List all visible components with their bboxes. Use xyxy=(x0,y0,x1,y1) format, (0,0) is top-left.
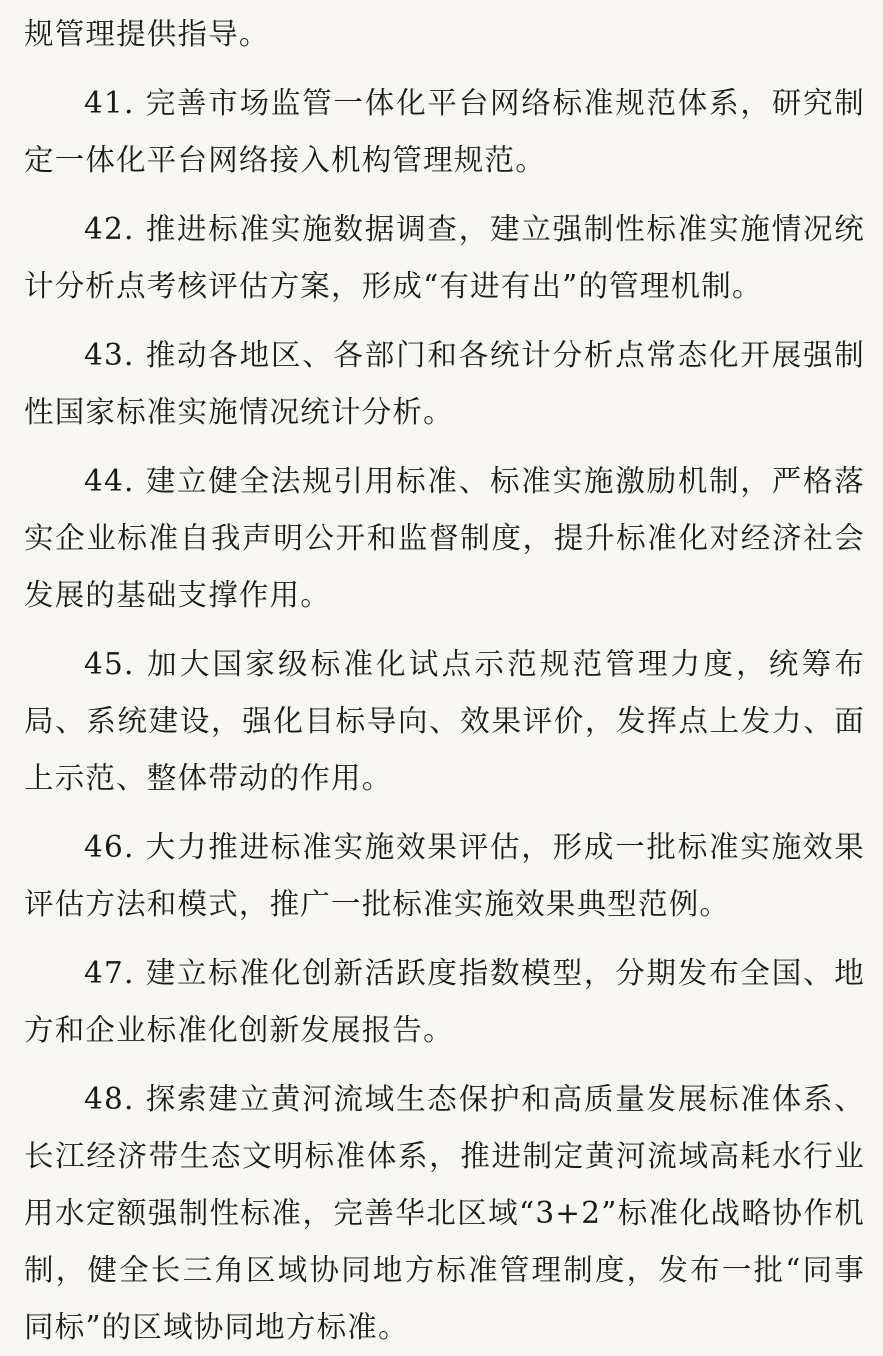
paragraph-48: 48. 探索建立黄河流域生态保护和高质量发展标准体系、长江经济带生态文明标准体系，推进制定黄河流域高耗水行业用水定额强制性标准，完善华北区域“3+2”标准化战略协作机制，健全长三角区域协同地方标准管理制度，发布一批“同事同标”的区域协同地方标准。 xyxy=(24,1082,865,1344)
paragraph-42: 42. 推进标准实施数据调查，建立强制性标准实施情况统计分析点考核评估方案，形成“有进有出”的管理机制。 xyxy=(24,212,865,303)
paragraph-46: 46. 大力推进标准实施效果评估，形成一批标准实施效果评估方法和模式，推广一批标准实施效果典型范例。 xyxy=(24,830,865,921)
paragraph-40-tail: 规管理提供指导。 xyxy=(24,17,270,51)
paragraph-41: 41. 完善市场监管一体化平台网络标准规范体系，研究制定一体化平台网络接入机构管理规范。 xyxy=(24,86,865,177)
paragraph-47: 47. 建立标准化创新活跃度指数模型，分期发布全国、地方和企业标准化创新发展报告。 xyxy=(24,956,865,1047)
paragraph-45: 45. 加大国家级标准化试点示范规范管理力度，统筹布局、系统建设，强化目标导向、效果评价，发挥点上发力、面上示范、整体带动的作用。 xyxy=(24,647,865,795)
paragraph-44: 44. 建立健全法规引用标准、标准实施激励机制，严格落实企业标准自我声明公开和监督制度，提升标准化对经济社会发展的基础支撑作用。 xyxy=(24,464,865,612)
paragraph-43: 43. 推动各地区、各部门和各统计分析点常态化开展强制性国家标准实施情况统计分析。 xyxy=(24,338,865,429)
